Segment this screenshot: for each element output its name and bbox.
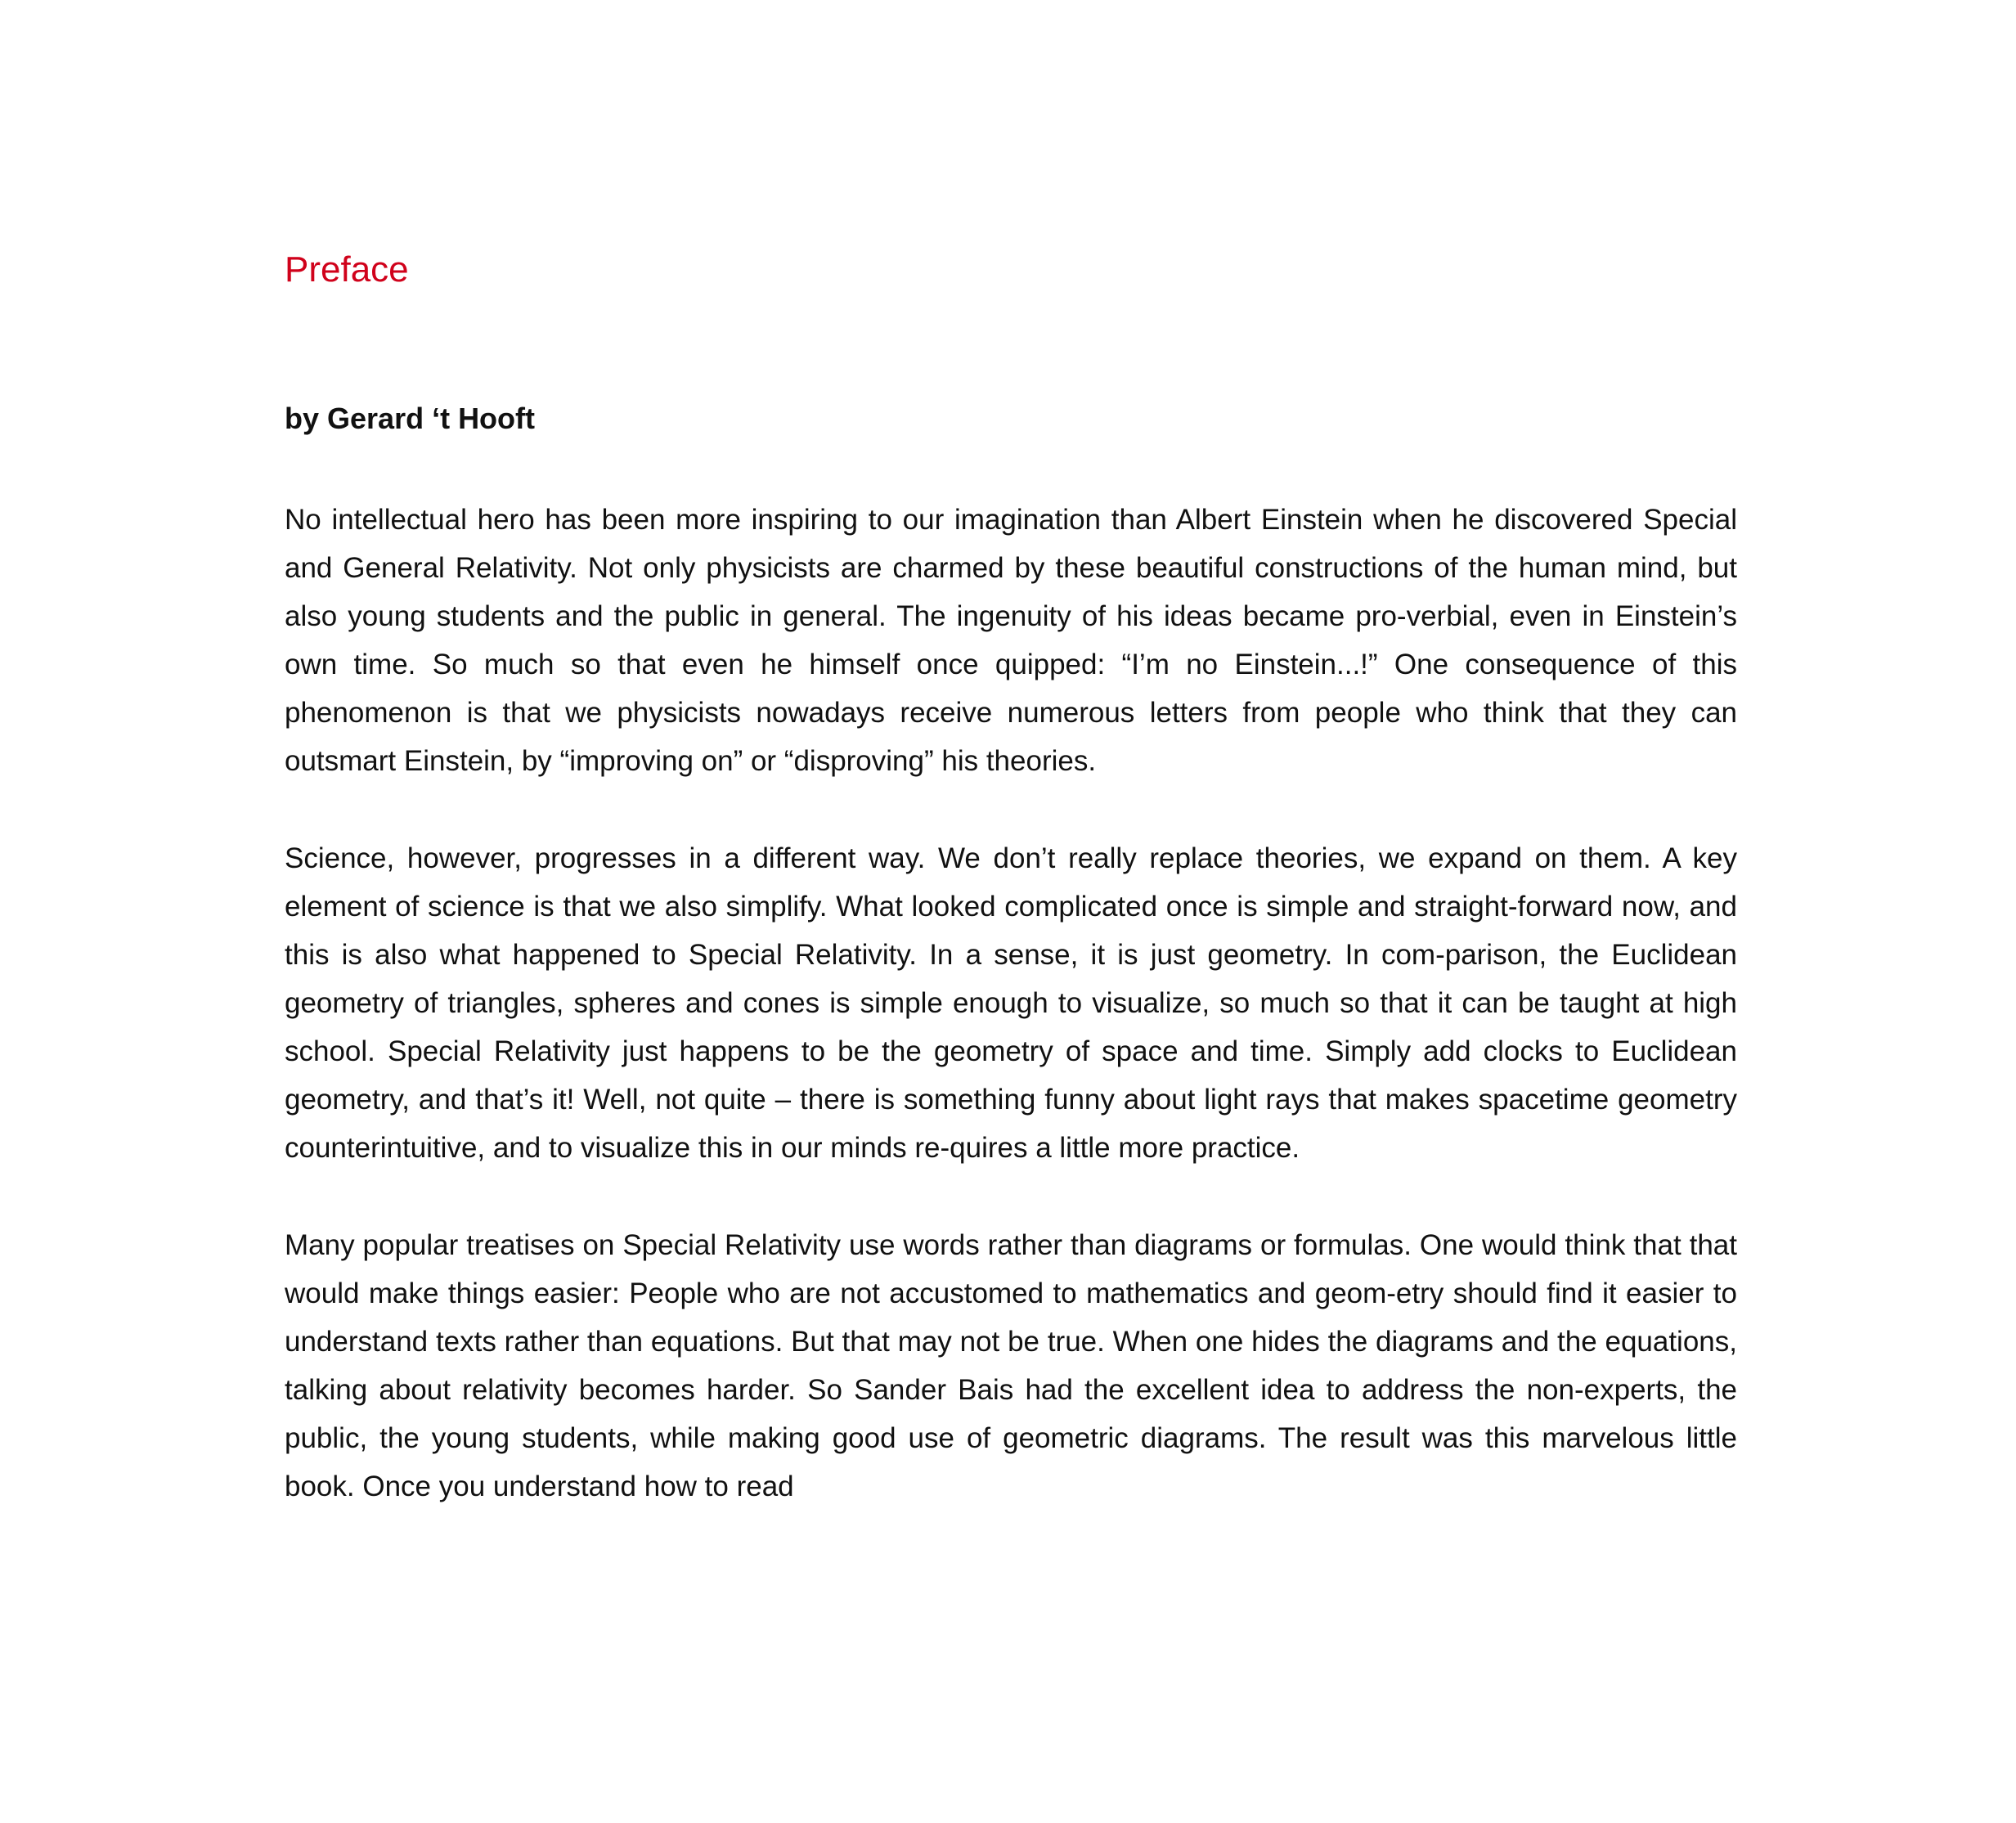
paragraph-2: Science, however, progresses in a different way. We don’t really replace theories, we expand on them. A key element of science is that we also simplify. What looked complicated once is simple and straight-forward now, and this is also what happened to Special Relativity. In a sense, it is just geometry. In com-parison, the Euclidean geometry of triangles, spheres and cones is simple enough to visualize, so much so that it can be taught at high school. Special Relativity just happens to be the geometry of space and time. Simply add clocks to Euclidean geometry, and that’s it! Well, not quite – there is something funny about light rays that makes spacetime geometry counterintuitive, and to visualize this in our minds re-quires a little more practice. xyxy=(285,842,1737,1164)
chapter-title: Preface xyxy=(285,249,409,290)
paragraph-3: Many popular treatises on Special Relativity use words rather than diagrams or formulas. One would think that that would make things easier: People who are not accustomed to mathematics and geom-etry should find it easier to understand texts rather than equations. But that may not be true. When one hides the diagrams and the equations, talking about relativity becomes harder. So Sander Bais had the excellent idea to address the non-experts, the public, the young students, while making good use of geometric diagrams. The result was this marvelous little book. Once you understand how to read xyxy=(285,1229,1737,1502)
preface-body xyxy=(285,496,1737,1511)
author-byline: by Gerard ‘t Hooft xyxy=(285,402,536,435)
paragraph-1: No intellectual hero has been more inspiring to our imagination than Albert Einstein when he discovered Special and General Relativity. Not only physicists are charmed by these beautiful constructions of the human mind, but also young students and the public in general. The ingenuity of his ideas became pro-verbial, even in Einstein’s own time. So much so that even he himself once quipped: “I’m no Einstein...!” One consequence of this phenomenon is that we physicists nowadays receive numerous letters from people who think that they can outsmart Einstein, by “improving on” or “disproving” his theories. xyxy=(285,504,1737,777)
